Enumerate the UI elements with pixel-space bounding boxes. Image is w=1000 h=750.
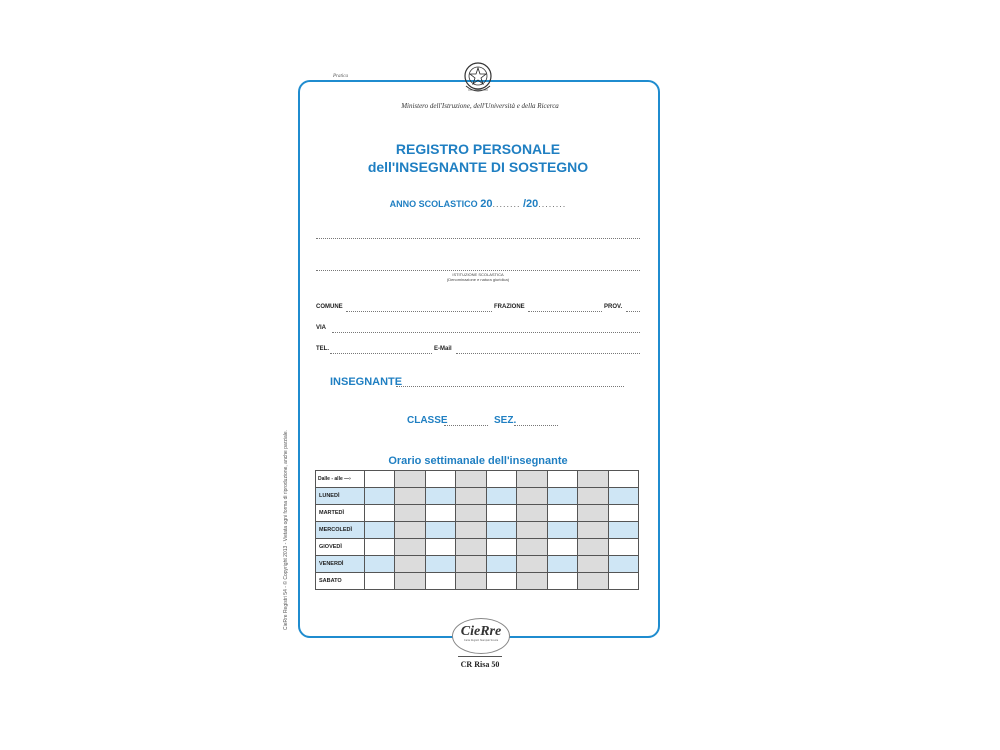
teacher-label: INSEGNANTE: [330, 376, 403, 388]
slot-cell[interactable]: [486, 522, 516, 539]
logo-name: CieRre: [460, 624, 502, 639]
slot-cell[interactable]: [547, 471, 577, 488]
ministry-name: Ministero dell'Istruzione, dell'Università e della Ricerca: [401, 102, 559, 110]
slot-cell[interactable]: [547, 505, 577, 522]
slot-cell[interactable]: [395, 505, 425, 522]
teacher-line[interactable]: [396, 386, 624, 387]
slot-cell[interactable]: [456, 539, 486, 556]
comune-label: COMUNE: [316, 304, 343, 310]
corner-label: Pratica: [330, 74, 351, 79]
weekly-schedule-table: [315, 470, 639, 590]
slot-cell[interactable]: [517, 488, 547, 505]
slot-cell[interactable]: [486, 539, 516, 556]
frazione-label: FRAZIONE: [494, 304, 525, 310]
slot-cell[interactable]: [425, 505, 455, 522]
slot-cell[interactable]: [608, 505, 639, 522]
document-title: [320, 140, 636, 176]
slot-cell[interactable]: [517, 522, 547, 539]
slot-cell[interactable]: [395, 556, 425, 573]
slot-cell[interactable]: [365, 556, 395, 573]
schedule-header-cell: Dalle - alle —›: [316, 471, 365, 488]
slot-cell[interactable]: [486, 556, 516, 573]
slot-cell[interactable]: [578, 488, 608, 505]
tel-label: TEL.: [316, 346, 329, 352]
school-year-label: ANNO SCOLASTICO: [389, 199, 478, 209]
day-label: GIOVEDÌ: [316, 539, 365, 556]
schedule-header-row: [316, 471, 639, 488]
slot-cell[interactable]: [456, 471, 486, 488]
slot-cell[interactable]: [365, 522, 395, 539]
blank-line-2[interactable]: [316, 270, 640, 271]
comune-line[interactable]: [346, 311, 492, 312]
slot-cell[interactable]: [395, 573, 425, 590]
header-label: Dalle - alle: [318, 476, 343, 482]
school-year-dots-1: ........: [492, 199, 521, 209]
slot-cell[interactable]: [517, 573, 547, 590]
slot-cell[interactable]: [578, 505, 608, 522]
school-year-prefix-1: 20: [480, 198, 493, 210]
slot-cell[interactable]: [456, 522, 486, 539]
cierre-logo: [452, 618, 510, 654]
via-line[interactable]: [332, 332, 640, 333]
day-label: VENERDÌ: [316, 556, 365, 573]
day-label: LUNEDÌ: [316, 488, 365, 505]
schedule-row-friday: [316, 556, 639, 573]
tel-line[interactable]: [330, 353, 432, 354]
prov-line[interactable]: [626, 311, 640, 312]
slot-cell[interactable]: [425, 539, 455, 556]
slot-cell[interactable]: [365, 505, 395, 522]
slot-cell[interactable]: [425, 488, 455, 505]
slot-cell[interactable]: [365, 539, 395, 556]
slot-cell[interactable]: [578, 573, 608, 590]
day-label: MARTEDÌ: [316, 505, 365, 522]
slot-cell[interactable]: [608, 573, 639, 590]
slot-cell[interactable]: [486, 471, 516, 488]
section-label: SEZ.: [494, 415, 517, 426]
slot-cell[interactable]: [608, 556, 639, 573]
institution-caption: [320, 272, 636, 282]
title-line-2: dell'INSEGNANTE DI SOSTEGNO: [367, 159, 589, 175]
italian-republic-emblem-icon: [461, 60, 495, 96]
schedule-row-monday: [316, 488, 639, 505]
slot-cell[interactable]: [456, 505, 486, 522]
slot-cell[interactable]: [517, 539, 547, 556]
slot-cell[interactable]: [456, 573, 486, 590]
slot-cell[interactable]: [547, 539, 577, 556]
slot-cell[interactable]: [486, 488, 516, 505]
schedule-row-wednesday: [316, 522, 639, 539]
slot-cell[interactable]: [517, 471, 547, 488]
slot-cell[interactable]: [365, 573, 395, 590]
slot-cell[interactable]: [547, 573, 577, 590]
product-code: CR Risa 50: [460, 660, 500, 669]
slot-cell[interactable]: [365, 488, 395, 505]
slot-cell[interactable]: [578, 539, 608, 556]
slot-cell[interactable]: [547, 522, 577, 539]
schedule-row-thursday: [316, 539, 639, 556]
slot-cell[interactable]: [486, 573, 516, 590]
slot-cell[interactable]: [395, 471, 425, 488]
schedule-row-saturday: [316, 573, 639, 590]
slot-cell[interactable]: [608, 522, 639, 539]
email-line[interactable]: [456, 353, 640, 354]
slot-cell[interactable]: [608, 539, 639, 556]
slot-cell[interactable]: [608, 471, 639, 488]
slot-cell[interactable]: [578, 522, 608, 539]
institution-caption-line-1: ISTITUZIONE SCOLASTICA: [452, 272, 504, 277]
slot-cell[interactable]: [395, 522, 425, 539]
email-label: E-Mail: [434, 346, 452, 352]
title-line-1: REGISTRO PERSONALE: [395, 141, 561, 157]
slot-cell[interactable]: [608, 488, 639, 505]
slot-cell[interactable]: [456, 488, 486, 505]
frazione-line[interactable]: [528, 311, 602, 312]
slot-cell[interactable]: [578, 471, 608, 488]
section-line[interactable]: [514, 425, 558, 426]
slot-cell[interactable]: [547, 488, 577, 505]
slot-cell[interactable]: [395, 488, 425, 505]
class-line[interactable]: [444, 425, 488, 426]
slot-cell[interactable]: [547, 556, 577, 573]
logo-divider: [458, 656, 502, 657]
institution-caption-line-2: (Denominazione e natura giuridica): [446, 277, 510, 282]
slot-cell[interactable]: [365, 471, 395, 488]
school-year-dots-2: ........: [538, 199, 567, 209]
via-label: VIA: [316, 325, 327, 331]
slot-cell[interactable]: [517, 556, 547, 573]
slot-cell[interactable]: [425, 471, 455, 488]
slot-cell[interactable]: [456, 556, 486, 573]
slot-cell[interactable]: [395, 539, 425, 556]
school-year-field: [320, 198, 636, 210]
school-year-prefix-2: 20: [526, 198, 539, 210]
schedule-title: Orario settimanale dell'insegnante: [388, 455, 568, 467]
day-label: MERCOLEDÌ: [316, 522, 365, 539]
logo-tagline: Carta Registri Stampati Scuola: [463, 639, 499, 642]
day-label: SABATO: [316, 573, 365, 590]
blank-line-1[interactable]: [316, 238, 640, 239]
slot-cell[interactable]: [425, 556, 455, 573]
slot-cell[interactable]: [425, 522, 455, 539]
slot-cell[interactable]: [578, 556, 608, 573]
schedule-row-tuesday: [316, 505, 639, 522]
copyright-side-text: CieRre Registri 54 - © Copyright 2013 - Vietata ogni forma di riproduzione, anche parziale.: [283, 429, 289, 630]
prov-label: PROV.: [604, 304, 623, 310]
slot-cell[interactable]: [486, 505, 516, 522]
class-label: CLASSE: [407, 415, 448, 426]
slot-cell[interactable]: [425, 573, 455, 590]
slot-cell[interactable]: [517, 505, 547, 522]
school-year-sep: /: [522, 198, 527, 210]
